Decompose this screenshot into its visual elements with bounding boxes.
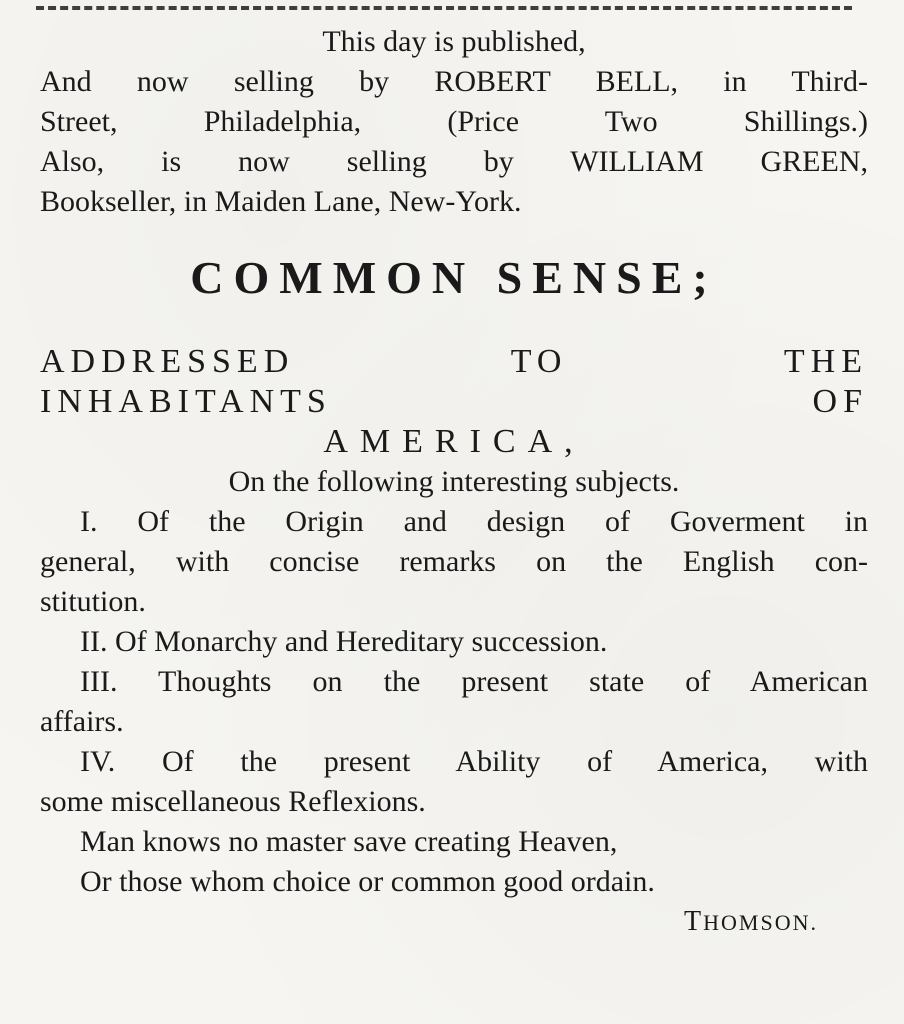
attribution-initial: T — [684, 906, 704, 937]
subject-3-line-1: III. Thoughts on the present state of American — [80, 665, 868, 698]
subject-3-line-2: affairs. — [40, 705, 124, 738]
header-line-4: Also, is now selling by WILLIAM GREEN, — [40, 145, 868, 178]
epigraph-line-1: Man knows no master save creating Heaven, — [80, 825, 618, 858]
epigraph-line-2: Or those whom choice or common good ordain. — [80, 865, 655, 898]
subtitle-line-1: ADDRESSED TO THE — [40, 343, 868, 380]
header-line-2: And now selling by ROBERT BELL, in Third- — [40, 65, 868, 98]
subject-1-line-1: I. Of the Origin and design of Goverment in — [80, 505, 868, 538]
header-line-5: Bookseller, in Maiden Lane, New-York. — [40, 185, 522, 218]
attribution-rest: HOMSON. — [703, 910, 818, 935]
top-rule-divider — [36, 6, 852, 10]
subjects-intro: On the following interesting subjects. — [228, 465, 680, 498]
subject-4-line-1: IV. Of the present Ability of America, with — [80, 745, 868, 778]
subject-1-line-2: general, with concise remarks on the English con- — [40, 545, 868, 578]
subject-2-line-1: II. Of Monarchy and Hereditary succession. — [80, 625, 608, 658]
subject-4-line-2: some miscellaneous Reflexions. — [40, 785, 426, 818]
pamphlet-title: COMMON SENSE; — [190, 252, 718, 303]
header-line-1: This day is published, — [322, 25, 586, 58]
advertisement — [40, 22, 868, 943]
subtitle-line-2: INHABITANTS OF — [40, 383, 868, 420]
subtitle-line-3: AMERICA, — [323, 423, 585, 460]
subject-1-line-3: stitution. — [40, 585, 146, 618]
header-line-3: Street, Philadelphia, (Price Two Shillings.) — [40, 105, 868, 138]
attribution — [40, 902, 868, 943]
